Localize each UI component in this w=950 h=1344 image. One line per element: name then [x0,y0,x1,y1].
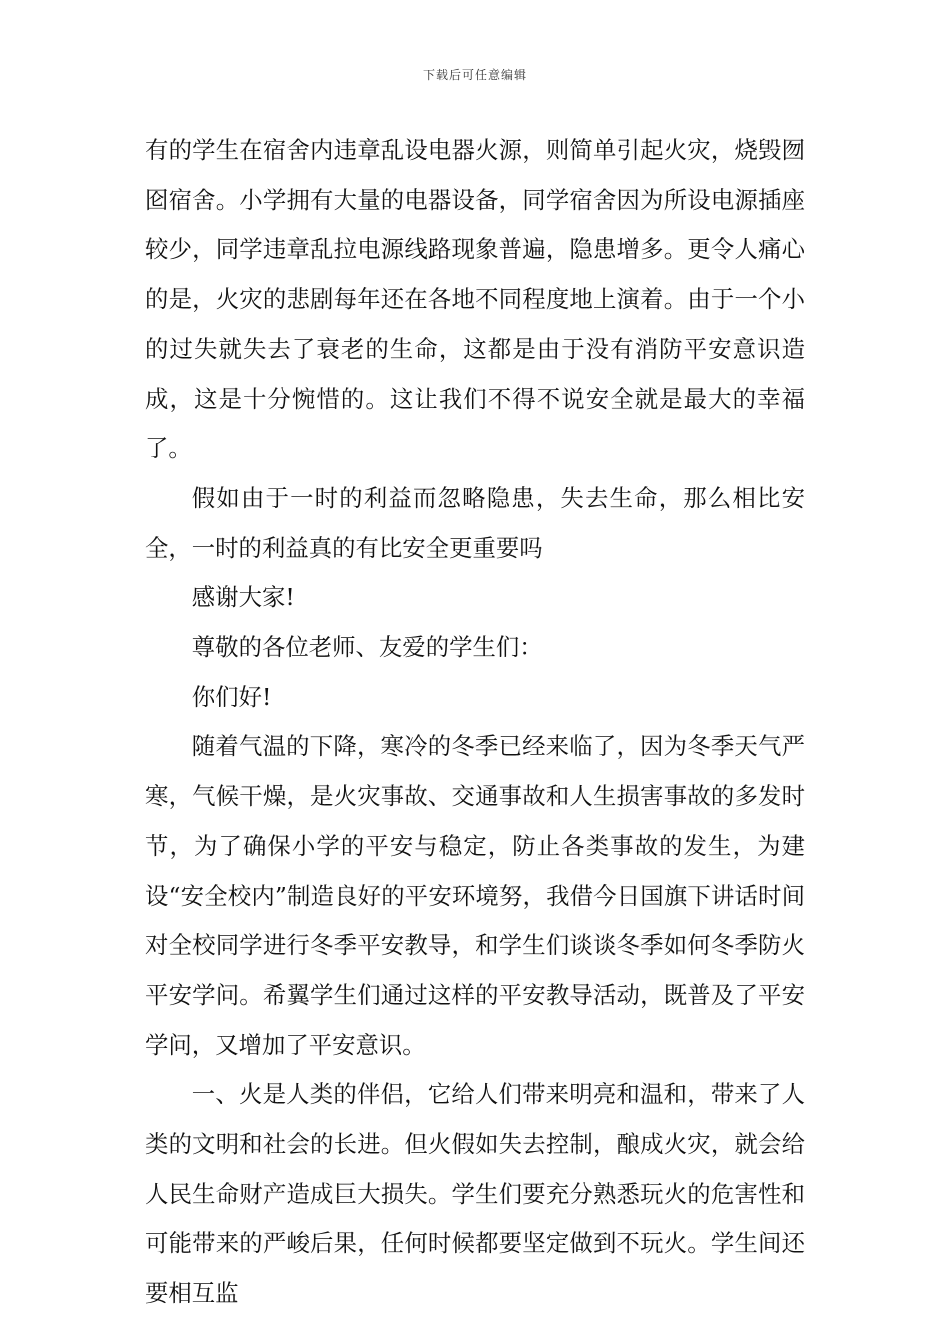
page-header: 下载后可任意编辑 [422,68,527,82]
paragraph-6: 随着气温的下降，寒冷的冬季已经来临了，因为冬季天气严寒，气候干燥，是火灾事故、交通事故和人生损害事故的多发时节，为了确保小学的平安与稳定，防止各类事故的发生，为建设“安全校内”制造良好的平安环境努，我借今日国旗下讲话时间对全校同学进行冬季平安教导，和学生们谈谈冬季如何冬季防火平安学问。希翼学生们通过这样的平安教导活动，既普及了平安学问，又增加了平安意识。 [145,732,805,1059]
paragraph-3: 感谢大家! [191,583,295,612]
paragraph-4: 尊敬的各位老师、友爱的学生们： [191,633,543,662]
paragraph-7: 一、火是人类的伴侣，它给人们带来明亮和温和，带来了人类的文明和社会的长进。但火假如失去控制，酿成火灾，就会给人民生命财产造成巨大损失。学生们要充分熟悉玩火的危害性和可能带来的严峻后果，任何时候都要坚定做到不玩火。学生间还要相互监 [145,1080,805,1308]
document-body [145,126,805,1319]
paragraph-2: 假如由于一时的利益而忽略隐患，失去生命，那么相比安全，一时的利益真的有比安全更重要吗 [145,483,805,562]
paragraph-5: 你们好! [191,682,272,711]
paragraph-1: 有的学生在宿舍内违章乱设电器火源，则简单引起火灾，烧毁囫囵宿舍。小学拥有大量的电器设备，同学宿舍因为所设电源插座较少，同学违章乱拉电源线路现象普遍，隐患增多。更令人痛心的是，火灾的悲剧每年还在各地不同程度地上演着。由于一个小的过失就失去了衰老的生命，这都是由于没有消防平安意识造成，这是十分惋惜的。这让我们不得不说安全就是最大的幸福了。 [145,136,805,463]
